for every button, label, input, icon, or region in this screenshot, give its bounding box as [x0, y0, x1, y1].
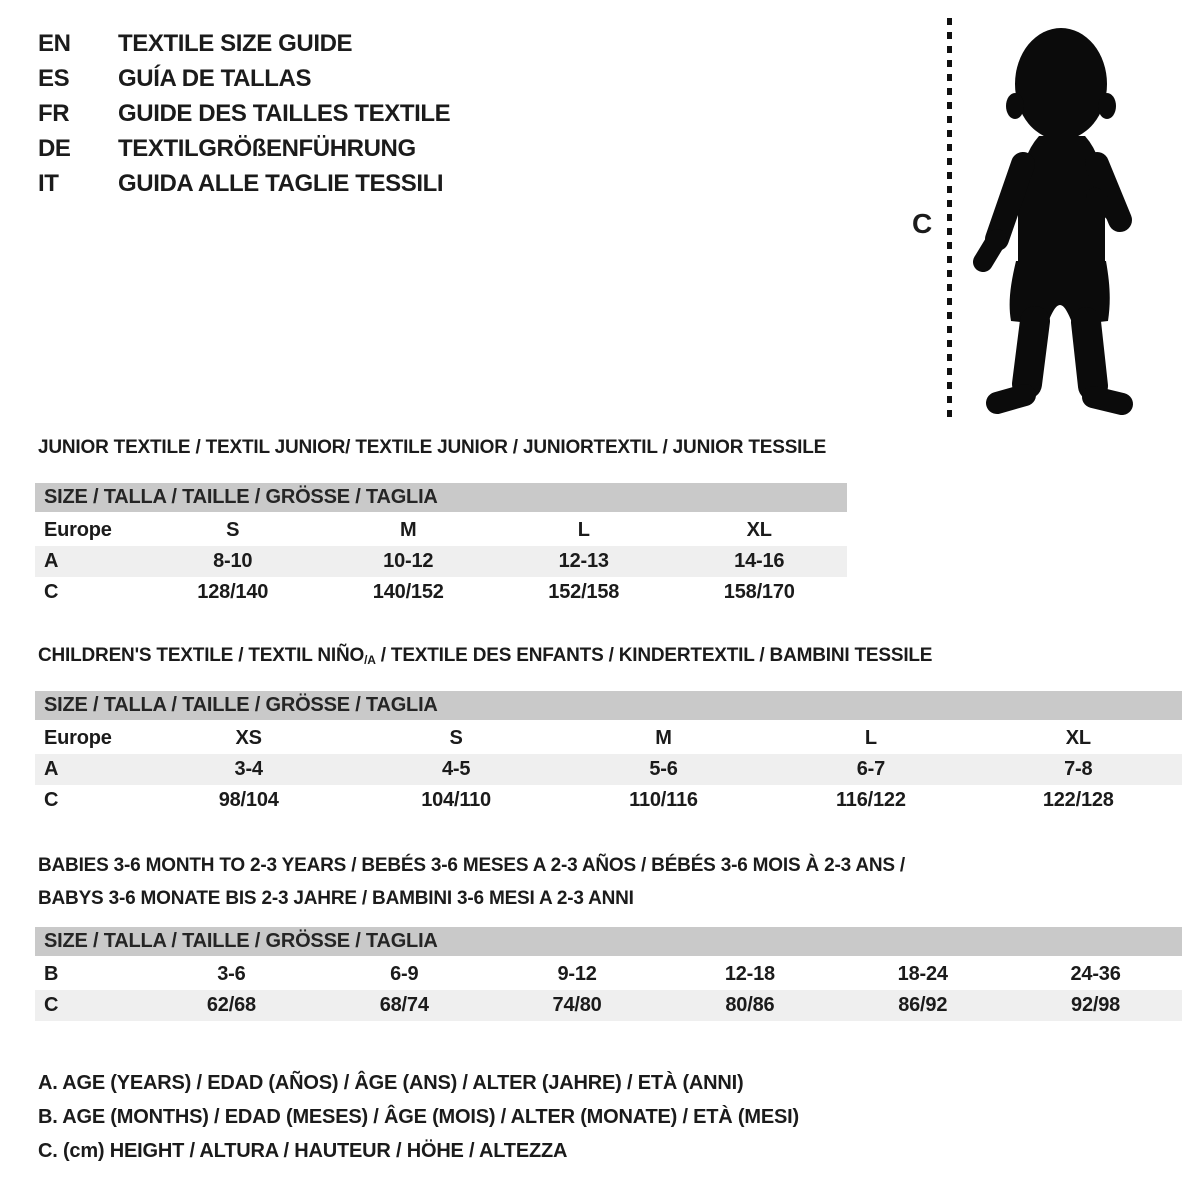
- legend-line-b: B. AGE (MONTHS) / EDAD (MESES) / ÂGE (MOIS) / ALTER (MONATE) / ETÀ (MESI): [38, 1106, 799, 1128]
- toddler-silhouette-icon: [965, 24, 1145, 424]
- height-cell: 92/98: [1071, 994, 1121, 1016]
- row-label: Europe: [44, 519, 112, 541]
- age-months-cell: 6-9: [390, 963, 419, 985]
- children-row-europe: [35, 723, 1182, 754]
- size-cell: XL: [746, 519, 772, 541]
- size-cell: XL: [1065, 727, 1091, 749]
- size-header-text: SIZE / TALLA / TAILLE / GRÖSSE / TAGLIA: [44, 930, 438, 952]
- age-cell: 12-13: [558, 550, 609, 572]
- junior-row-c: [35, 577, 847, 608]
- language-title-list: [38, 26, 450, 201]
- height-measure-label: C: [912, 208, 933, 239]
- age-months-cell: 3-6: [217, 963, 246, 985]
- age-months-cell: 12-18: [724, 963, 775, 985]
- children-size-table: [35, 691, 1182, 816]
- junior-row-a: [35, 546, 847, 577]
- language-code: EN: [38, 29, 71, 57]
- legend-line-a: A. AGE (YEARS) / EDAD (AÑOS) / ÂGE (ANS) / ALTER (JAHRE) / ETÀ (ANNI): [38, 1072, 744, 1094]
- legend-line-c: C. (cm) HEIGHT / ALTURA / HAUTEUR / HÖHE / ALTEZZA: [38, 1140, 568, 1162]
- junior-row-europe: [35, 515, 847, 546]
- junior-section-title: JUNIOR TEXTILE / TEXTIL JUNIOR/ TEXTILE JUNIOR / JUNIORTEXTIL / JUNIOR TESSILE: [38, 437, 827, 458]
- children-size-header-bar: [35, 691, 1182, 720]
- language-label: TEXTILGRÖßENFÜHRUNG: [118, 134, 416, 162]
- size-cell: S: [449, 727, 463, 749]
- babies-title-line2: BABYS 3-6 MONATE BIS 2-3 JAHRE / BAMBINI 3-6 MESI A 2-3 ANNI: [38, 888, 634, 909]
- height-cell: 116/122: [835, 789, 906, 811]
- language-row-de: [38, 131, 450, 166]
- row-label: A: [44, 758, 59, 780]
- children-section-title: [38, 645, 932, 671]
- language-row-it: [38, 166, 450, 201]
- babies-size-header-bar: [35, 927, 1182, 956]
- height-cell: 86/92: [898, 994, 948, 1016]
- height-cell: 104/110: [421, 789, 491, 811]
- row-label: C: [44, 581, 59, 603]
- height-cell: 74/80: [552, 994, 602, 1016]
- height-cell: 158/170: [723, 581, 795, 603]
- size-header-text: SIZE / TALLA / TAILLE / GRÖSSE / TAGLIA: [44, 486, 438, 508]
- children-title-post: / TEXTILE DES ENFANTS / KINDERTEXTIL / BAMBINI TESSILE: [375, 645, 933, 666]
- children-title-subscript: /A: [364, 653, 376, 667]
- language-row-en: [38, 26, 450, 61]
- age-months-cell: 24-36: [1070, 963, 1121, 985]
- height-cell: 80/86: [725, 994, 775, 1016]
- age-cell: 5-6: [649, 758, 678, 780]
- height-measure-figure: [900, 12, 1190, 427]
- row-label: C: [44, 789, 59, 811]
- row-label: B: [44, 963, 59, 985]
- age-months-cell: 18-24: [897, 963, 948, 985]
- height-cell: 140/152: [372, 581, 444, 603]
- size-cell: M: [655, 727, 672, 749]
- children-title-pre: CHILDREN'S TEXTILE / TEXTIL NIÑO: [38, 645, 365, 666]
- age-cell: 14-16: [734, 550, 785, 572]
- children-row-a: [35, 754, 1182, 785]
- size-cell: M: [400, 519, 417, 541]
- row-label: Europe: [44, 727, 112, 749]
- babies-row-b: [35, 959, 1182, 990]
- language-label: GUIDE DES TAILLES TEXTILE: [118, 99, 451, 127]
- babies-row-c: [35, 990, 1182, 1021]
- height-dashed-line: [947, 18, 952, 418]
- language-code: ES: [38, 64, 70, 92]
- language-code: DE: [38, 134, 71, 162]
- age-cell: 6-7: [856, 758, 886, 780]
- height-cell: 152/158: [548, 581, 620, 603]
- language-row-fr: [38, 96, 450, 131]
- children-row-c: [35, 785, 1182, 816]
- age-months-cell: 9-12: [557, 963, 597, 985]
- measure-legend: [38, 1066, 799, 1168]
- language-code: IT: [38, 169, 59, 197]
- language-label: GUIDA ALLE TAGLIE TESSILI: [118, 169, 444, 197]
- height-cell: 128/140: [197, 581, 269, 603]
- age-cell: 7-8: [1064, 758, 1093, 780]
- junior-size-table: [35, 483, 847, 608]
- size-cell: S: [226, 519, 240, 541]
- babies-size-table: [35, 927, 1182, 1021]
- size-cell: L: [864, 727, 877, 749]
- junior-size-header-bar: [35, 483, 847, 512]
- size-cell: L: [577, 519, 590, 541]
- age-cell: 4-5: [441, 758, 471, 780]
- row-label: C: [44, 994, 59, 1016]
- language-code: FR: [38, 99, 70, 127]
- babies-section-title: [38, 849, 905, 915]
- height-cell: 122/128: [1042, 789, 1114, 811]
- age-cell: 10-12: [383, 550, 434, 572]
- height-cell: 68/74: [379, 994, 429, 1016]
- height-cell: 110/116: [629, 789, 698, 811]
- language-label: GUÍA DE TALLAS: [118, 64, 312, 92]
- babies-title-line1: BABIES 3-6 MONTH TO 2-3 YEARS / BEBÉS 3-6 MESES A 2-3 AÑOS / BÉBÉS 3-6 MOIS À 2-3 ANS /: [38, 855, 906, 876]
- size-header-text: SIZE / TALLA / TAILLE / GRÖSSE / TAGLIA: [44, 694, 438, 716]
- language-label: TEXTILE SIZE GUIDE: [118, 29, 353, 57]
- age-cell: 3-4: [234, 758, 263, 780]
- height-cell: 62/68: [206, 994, 256, 1016]
- height-cell: 98/104: [218, 789, 279, 811]
- language-row-es: [38, 61, 450, 96]
- size-cell: XS: [235, 727, 262, 749]
- age-cell: 8-10: [213, 550, 253, 572]
- row-label: A: [44, 550, 59, 572]
